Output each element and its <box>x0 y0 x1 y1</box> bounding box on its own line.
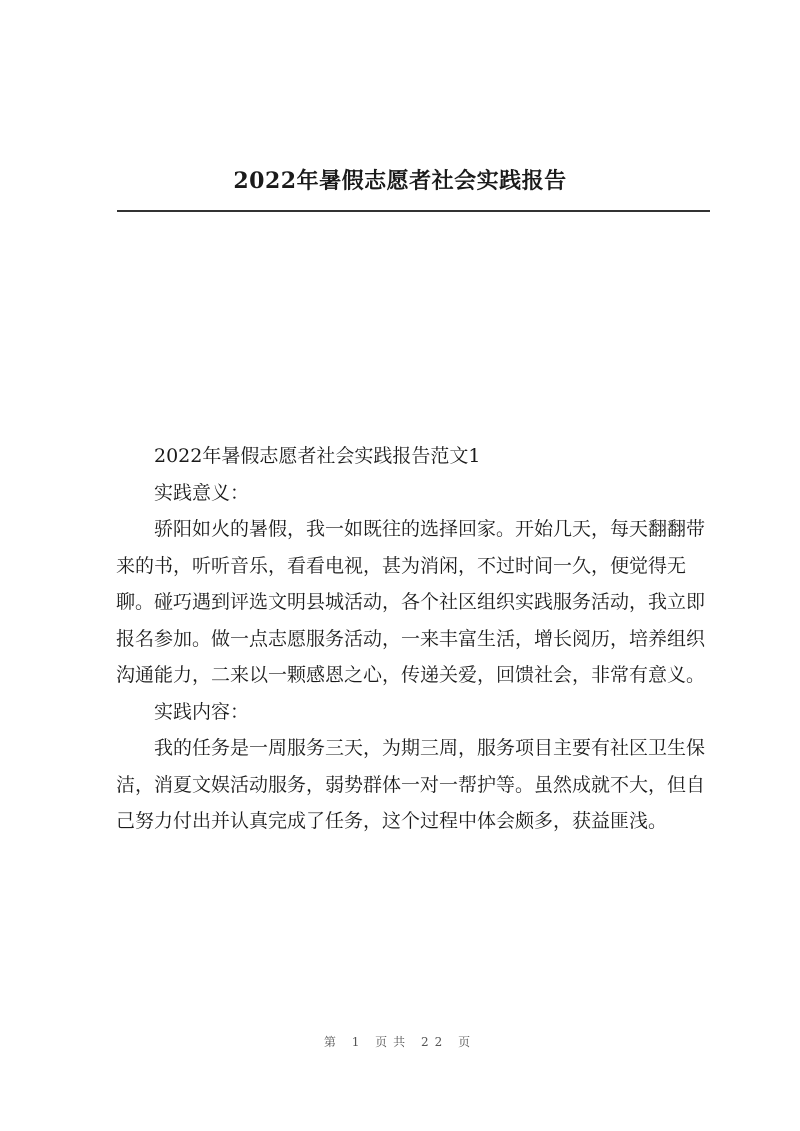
subheading-significance: 实践意义： <box>154 481 250 504</box>
paragraph-significance: 骄阳如火的暑假，我一如既往的选择回家。开始几天，每天翻翻带来的书，听听音乐，看看电视，甚为消闲，不过时间一久，便觉得无聊。碰巧遇到评选文明县城活动，各个社区组织实践服务活动，我立即报名参加。做一点志愿服务活动，一来丰富生活，增长阅历，培养组织沟通能力，二来以一颗感恩之心，传递关爱，回馈社会，非常有意义。 <box>116 518 706 686</box>
subheading-content: 实践内容： <box>154 700 250 723</box>
document-body <box>116 438 710 840</box>
paragraph-content: 我的任务是一周服务三天，为期三周，服务项目主要有社区卫生保洁，消夏文娱活动服务，弱势群体一对一帮护等。虽然成就不大，但自己努力付出并认真完成了任务，这个过程中体会颇多，获益匪浅。 <box>116 737 706 832</box>
page-number-footer: 第 1 页共 22 页 <box>323 1035 477 1049</box>
title-divider <box>117 210 710 212</box>
document-title: 2022年暑假志愿者社会实践报告 <box>233 168 567 194</box>
section-heading: 2022年暑假志愿者社会实践报告范文1 <box>154 445 481 467</box>
